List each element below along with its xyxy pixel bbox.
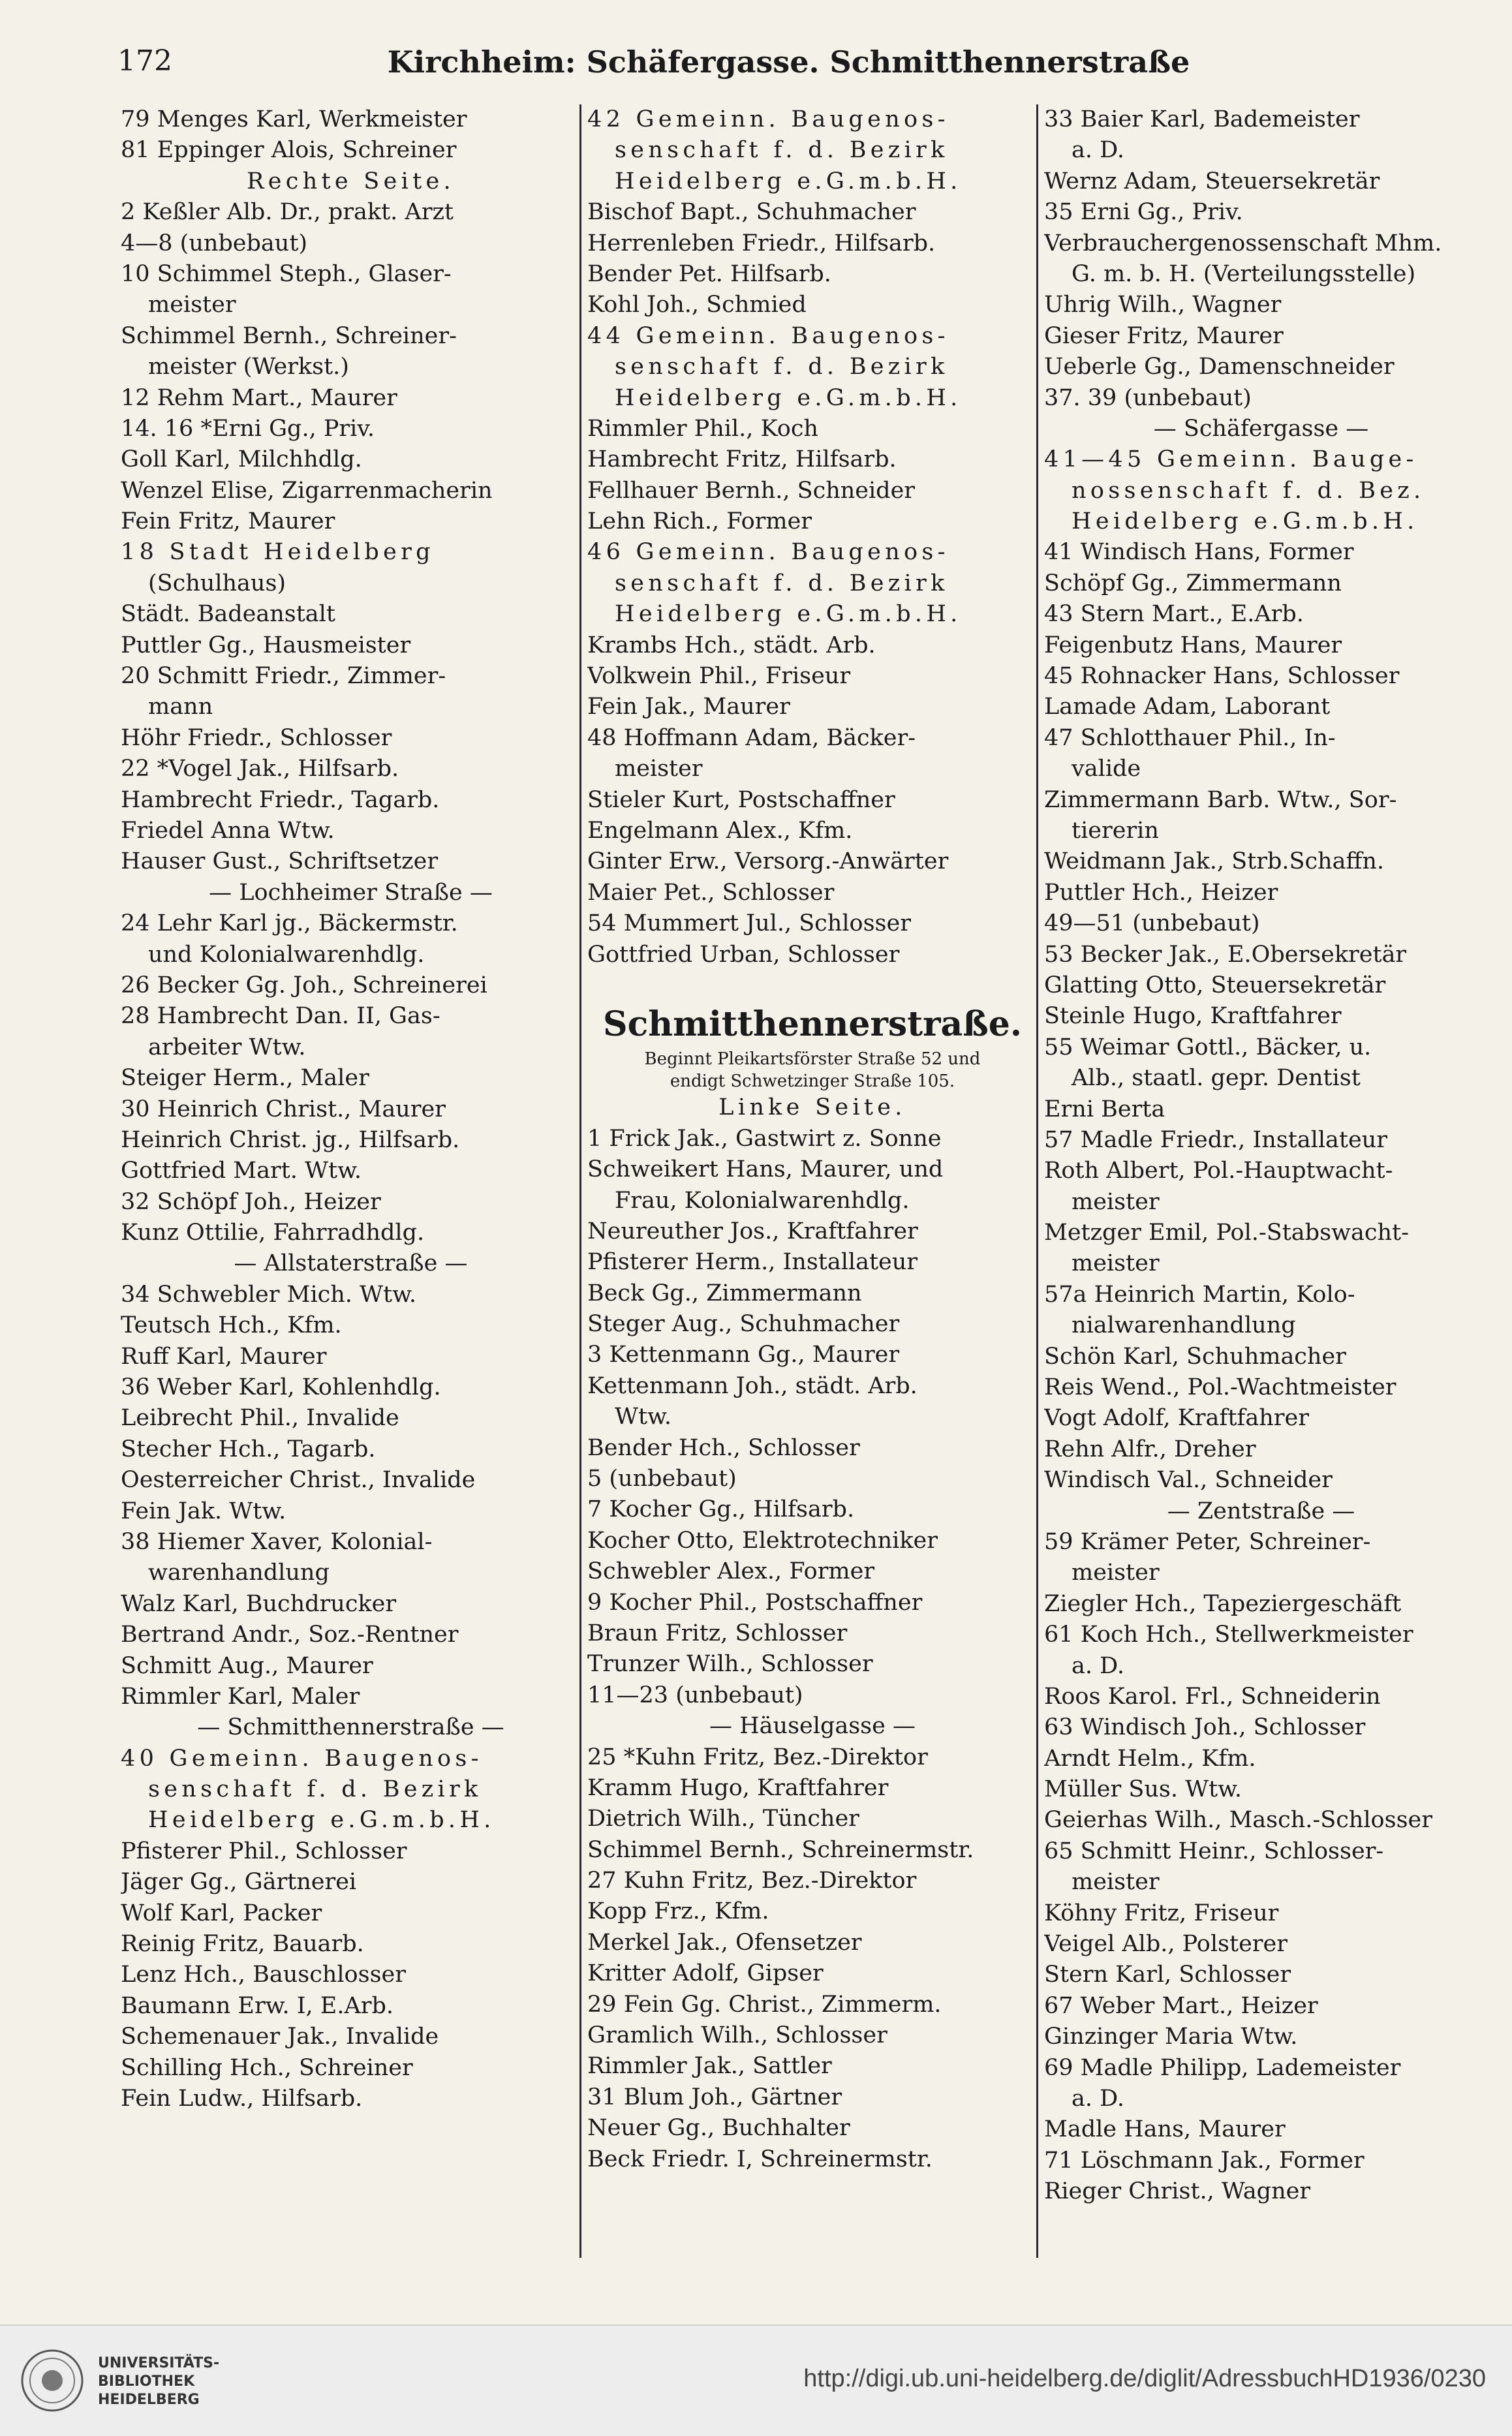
entry-line: 18 Stadt Heidelberg <box>121 539 435 566</box>
entry-line: 31 Blum Joh., Gärtner <box>587 2084 842 2110</box>
entry-line: Schemenauer Jak., Invalide <box>121 2024 439 2050</box>
entry-line: 11—23 (unbebaut) <box>587 1682 803 1708</box>
entry-line: Verbrauchergenossenschaft Mhm. <box>1044 230 1442 256</box>
entry-line: Steiger Herm., Maler <box>121 1065 369 1092</box>
entry-line: Beck Gg., Zimmermann <box>587 1280 862 1306</box>
entry-line: Alb., staatl. gepr. Dentist <box>1072 1065 1361 1092</box>
library-name: UNIVERSITÄTS- BIBLIOTHEK HEIDELBERG <box>98 2355 220 2408</box>
entry-line: senschaft f. d. Bezirk <box>148 1776 482 1803</box>
entry-line: Höhr Friedr., Schlosser <box>121 724 392 751</box>
entry-line: a. D. <box>1072 1652 1125 1679</box>
entry-line: Wernz Adam, Steuersekretär <box>1044 168 1380 194</box>
entry-line: G. m. b. H. (Verteilungsstelle) <box>1072 260 1416 287</box>
entry-line: Baumann Erw. I, E.Arb. <box>121 1992 394 2019</box>
entry-line: 26 Becker Gg. Joh., Schreinerei <box>121 972 487 998</box>
entry-line: Oesterreicher Christ., Invalide <box>121 1467 476 1494</box>
entry-line: Arndt Helm., Kfm. <box>1044 1745 1256 1772</box>
column-middle <box>587 104 1038 2175</box>
entry-line: Kohl Joh., Schmied <box>587 292 807 318</box>
entry-line: Linke Seite. <box>718 1094 906 1121</box>
source-url-link[interactable]: http://digi.ub.uni-heidelberg.de/diglit/AdressbuchHD1936/0230 <box>803 2365 1486 2392</box>
entry-line: 69 Madle Philipp, Lademeister <box>1044 2054 1401 2081</box>
column-right <box>1044 104 1478 2208</box>
entry-line: Walz Karl, Buchdrucker <box>121 1590 397 1617</box>
page-header <box>117 39 1460 85</box>
entry-line: Rehn Alfr., Dreher <box>1044 1436 1256 1462</box>
entry-line: Windisch Val., Schneider <box>1044 1467 1333 1494</box>
entry-line: 44 Gemeinn. Baugenos- <box>587 322 949 349</box>
entry-line: Zimmermann Barb. Wtw., Sor- <box>1044 786 1397 813</box>
entry-line: 45 Rohnacker Hans, Schlosser <box>1044 663 1400 690</box>
entry-line: valide <box>1072 756 1141 782</box>
entry-line: 41 Windisch Hans, Former <box>1044 539 1354 566</box>
entry-line: 30 Heinrich Christ., Maurer <box>121 1096 446 1122</box>
entry-line: Wtw. <box>615 1404 671 1430</box>
entry-line: Friedel Anna Wtw. <box>121 817 335 844</box>
entry-line: Geierhas Wilh., Masch.-Schlosser <box>1044 1807 1432 1834</box>
entry-line: 1 Frick Jak., Gastwirt z. Sonne <box>587 1125 942 1152</box>
entry-line: — Schäfergasse — <box>1153 415 1369 442</box>
entry-line: Trunzer Wilh., Schlosser <box>587 1651 873 1678</box>
entry-line: 55 Weimar Gottl., Bäcker, u. <box>1044 1034 1372 1060</box>
entry-line: Kritter Adolf, Gipser <box>587 1960 824 1987</box>
entry-line: Fein Ludw., Hilfsarb. <box>121 2086 363 2112</box>
entry-line: Köhny Fritz, Friseur <box>1044 1900 1279 1926</box>
entry-line: Pfisterer Herm., Installateur <box>587 1249 918 1276</box>
entry-line: meister <box>1072 1188 1160 1215</box>
entry-line: Volkwein Phil., Friseur <box>587 663 851 690</box>
entry-line: 20 Schmitt Friedr., Zimmer- <box>121 663 446 690</box>
entry-line: 7 Kocher Gg., Hilfsarb. <box>587 1496 855 1523</box>
entry-line: Rimmler Jak., Sattler <box>587 2053 832 2080</box>
entry-line: Beginnt Pleikartsförster Straße 52 und <box>644 1049 981 1070</box>
entry-line: 65 Schmitt Heinr., Schlosser- <box>1044 1838 1384 1864</box>
entry-line: Uhrig Wilh., Wagner <box>1044 292 1282 318</box>
entry-line: Frau, Kolonialwarenhdlg. <box>615 1187 910 1214</box>
entry-line: 40 Gemeinn. Baugenos- <box>121 1745 483 1772</box>
entry-line: Rimmler Phil., Koch <box>587 415 818 442</box>
entry-line: Heinrich Christ. jg., Hilfsarb. <box>121 1126 460 1153</box>
entry-line: 79 Menges Karl, Werkmeister <box>121 106 467 132</box>
entry-line: 9 Kocher Phil., Postschaffner <box>587 1589 923 1616</box>
entry-line: 59 Krämer Peter, Schreiner- <box>1044 1528 1371 1555</box>
entry-line: Schön Karl, Schuhmacher <box>1044 1343 1346 1370</box>
entry-line: Steger Aug., Schuhmacher <box>587 1311 900 1338</box>
entry-line: Kunz Ottilie, Fahrradhdlg. <box>121 1220 425 1246</box>
entry-line: 53 Becker Jak., E.Obersekretär <box>1044 941 1407 968</box>
entry-line: Roth Albert, Pol.-Hauptwacht- <box>1044 1158 1393 1184</box>
entry-line: meister <box>1072 1250 1160 1277</box>
entry-line: 24 Lehr Karl jg., Bäckermstr. <box>121 910 458 937</box>
entry-line: — Schmitthennerstraße — <box>197 1714 504 1741</box>
entry-line: Feigenbutz Hans, Maurer <box>1044 632 1342 658</box>
entry-line: meister <box>1072 1560 1160 1586</box>
column-divider <box>1036 104 1038 2258</box>
entry-line: Krambs Hch., städt. Arb. <box>587 632 876 658</box>
entry-line: Leibrecht Phil., Invalide <box>121 1405 399 1432</box>
entry-line: Stern Karl, Schlosser <box>1044 1962 1291 1988</box>
entry-line: Heidelberg e.G.m.b.H. <box>148 1807 495 1834</box>
entry-line: und Kolonialwarenhdlg. <box>148 941 425 968</box>
entry-line: 54 Mummert Jul., Schlosser <box>587 910 911 937</box>
entry-line: 48 Hoffmann Adam, Bäcker- <box>587 724 916 751</box>
entry-line: Heidelberg e.G.m.b.H. <box>615 601 962 628</box>
entry-line: 43 Stern Mart., E.Arb. <box>1044 601 1304 628</box>
entry-line: Müller Sus. Wtw. <box>1044 1776 1242 1803</box>
entry-line: Rieger Christ., Wagner <box>1044 2178 1311 2205</box>
entry-line <box>587 970 1038 1001</box>
entry-line: 32 Schöpf Joh., Heizer <box>121 1188 381 1215</box>
entry-line: arbeiter Wtw. <box>148 1034 306 1060</box>
entry-line: Gramlich Wilh., Schlosser <box>587 2022 887 2049</box>
entry-line: Hambrecht Fritz, Hilfsarb. <box>587 446 897 473</box>
entry-line: Neureuther Jos., Kraftfahrer <box>587 1218 918 1244</box>
entry-line: Veigel Alb., Polsterer <box>1044 1931 1288 1958</box>
entry-line: 29 Fein Gg. Christ., Zimmerm. <box>587 1991 942 2018</box>
entry-line: (Schulhaus) <box>148 570 286 596</box>
entry-line: Schwebler Alex., Former <box>587 1558 875 1585</box>
entry-line: 14. 16 *Erni Gg., Priv. <box>121 415 375 442</box>
entry-line: Madle Hans, Maurer <box>1044 2116 1286 2143</box>
entry-line: Schilling Hch., Schreiner <box>121 2054 413 2081</box>
entry-line: Gieser Fritz, Maurer <box>1044 322 1284 349</box>
entry-line: Herrenleben Friedr., Hilfsarb. <box>587 230 936 256</box>
entry-line: Lenz Hch., Bauschlosser <box>121 1962 406 1988</box>
entry-line: Ueberle Gg., Damenschneider <box>1044 354 1395 380</box>
entry-line: 61 Koch Hch., Stellwerkmeister <box>1044 1622 1413 1648</box>
entry-line: — Häuselgasse — <box>709 1713 916 1740</box>
entry-line: 10 Schimmel Steph., Glaser- <box>121 260 452 287</box>
entry-line: 12 Rehm Mart., Maurer <box>121 384 397 411</box>
entry-line: senschaft f. d. Bezirk <box>615 570 949 596</box>
entry-line: 25 *Kuhn Fritz, Bez.-Direktor <box>587 1744 928 1770</box>
library-footer <box>0 2324 1512 2436</box>
entry-line: — Lochheimer Straße — <box>209 879 493 906</box>
entry-line: 3 Kettenmann Gg., Maurer <box>587 1342 900 1368</box>
entry-line: 33 Baier Karl, Bademeister <box>1044 106 1360 132</box>
entry-line: 28 Hambrecht Dan. II, Gas- <box>121 1003 440 1030</box>
entry-line: tiererin <box>1072 817 1159 844</box>
entry-line: Wolf Karl, Packer <box>121 1900 322 1926</box>
entry-line: Maier Pet., Schlosser <box>587 879 835 906</box>
entry-line: Kramm Hugo, Kraftfahrer <box>587 1774 889 1801</box>
entry-line: Wenzel Elise, Zigarrenmacherin <box>121 477 493 504</box>
entry-line: 49—51 (unbebaut) <box>1044 910 1260 937</box>
entry-line: Heidelberg e.G.m.b.H. <box>615 384 962 411</box>
entry-line: 22 *Vogel Jak., Hilfsarb. <box>121 756 399 782</box>
library-seal-icon <box>20 2348 85 2413</box>
entry-line: 2 Keßler Alb. Dr., prakt. Arzt <box>121 199 454 226</box>
entry-line: Fellhauer Bernh., Schneider <box>587 477 916 504</box>
entry-line: 27 Kuhn Fritz, Bez.-Direktor <box>587 1868 917 1894</box>
entry-line: — Allstaterstraße — <box>234 1250 468 1277</box>
entry-line: Puttler Hch., Heizer <box>1044 879 1278 906</box>
entry-line: Dietrich Wilh., Tüncher <box>587 1806 859 1832</box>
entry-line: 34 Schwebler Mich. Wtw. <box>121 1281 417 1308</box>
entry-line: Hauser Gust., Schriftsetzer <box>121 848 439 875</box>
entry-line: Rimmler Karl, Maler <box>121 1683 360 1710</box>
entry-line: Schmitthennerstraße. <box>603 1004 1022 1045</box>
entry-line: Engelmann Alex., Kfm. <box>587 817 853 844</box>
entry-line: 41—45 Gemeinn. Bauge- <box>1044 446 1418 473</box>
page-number: 172 <box>117 44 172 78</box>
entry-line: Stecher Hch., Tagarb. <box>121 1436 376 1462</box>
entry-line: Schöpf Gg., Zimmermann <box>1044 570 1342 596</box>
entry-line: Heidelberg e.G.m.b.H. <box>615 168 962 194</box>
entry-line: Schmitt Aug., Maurer <box>121 1652 373 1679</box>
entry-line: senschaft f. d. Bezirk <box>615 354 949 380</box>
entry-line: 37. 39 (unbebaut) <box>1044 384 1252 411</box>
entry-line: Beck Friedr. I, Schreinermstr. <box>587 2146 933 2172</box>
entry-line: meister (Werkst.) <box>148 354 349 380</box>
entry-line: Fein Jak., Maurer <box>587 694 790 720</box>
entry-line: 46 Gemeinn. Baugenos- <box>587 539 949 566</box>
entry-line: Ginter Erw., Versorg.-Anwärter <box>587 848 949 875</box>
entry-line: meister <box>1072 1869 1160 1896</box>
entry-line: 71 Löschmann Jak., Former <box>1044 2147 1365 2174</box>
entry-line: Bender Hch., Schlosser <box>587 1434 860 1461</box>
entry-line: meister <box>615 756 703 782</box>
entry-line: Fein Jak. Wtw. <box>121 1498 286 1524</box>
entry-line: Rechte Seite. <box>247 168 455 194</box>
entry-line: Erni Berta <box>1044 1096 1165 1122</box>
entry-line: 5 (unbebaut) <box>587 1466 737 1492</box>
entry-line: Schimmel Bernh., Schreinermstr. <box>587 1836 974 1863</box>
entry-line: 47 Schlotthauer Phil., In- <box>1044 724 1336 751</box>
entry-line: Steinle Hugo, Kraftfahrer <box>1044 1003 1342 1030</box>
entry-line: Neuer Gg., Buchhalter <box>587 2115 850 2142</box>
entry-line: 42 Gemeinn. Baugenos- <box>587 106 949 132</box>
entry-line: Fein Fritz, Maurer <box>121 508 335 535</box>
entry-line: nialwarenhandlung <box>1072 1312 1296 1339</box>
entry-line: Bender Pet. Hilfsarb. <box>587 260 831 287</box>
entry-line: Gottfried Mart. Wtw. <box>121 1158 362 1184</box>
entry-line: — Zentstraße — <box>1167 1498 1355 1524</box>
entry-line: 57 Madle Friedr., Installateur <box>1044 1126 1387 1153</box>
entry-line: nossenschaft f. d. Bez. <box>1072 477 1425 504</box>
entry-line: Weidmann Jak., Strb.Schaffn. <box>1044 848 1385 875</box>
entry-line: 38 Hiemer Xaver, Kolonial- <box>121 1528 433 1555</box>
entry-line: Schweikert Hans, Maurer, und <box>587 1156 944 1183</box>
entry-line: Gottfried Urban, Schlosser <box>587 941 900 968</box>
entry-line: endigt Schwetzinger Straße 105. <box>670 1072 955 1092</box>
entry-line: Kopp Frz., Kfm. <box>587 1898 769 1925</box>
running-title: Kirchheim: Schäfergasse. Schmitthennerstraße <box>387 44 1190 80</box>
entry-line: Teutsch Hch., Kfm. <box>121 1312 342 1339</box>
entry-line: Bertrand Andr., Soz.-Rentner <box>121 1622 459 1648</box>
entry-line: Glatting Otto, Steuersekretär <box>1044 972 1386 998</box>
entry-line: Pfisterer Phil., Schlosser <box>121 1838 407 1864</box>
entry-line: a. D. <box>1072 137 1125 164</box>
entry-line: Kettenmann Joh., städt. Arb. <box>587 1372 918 1399</box>
entry-line: 63 Windisch Joh., Schlosser <box>1044 1714 1366 1741</box>
entry-line: Braun Fritz, Schlosser <box>587 1620 848 1646</box>
entry-line: Heidelberg e.G.m.b.H. <box>1072 508 1419 535</box>
entry-line: a. D. <box>1072 2086 1125 2112</box>
entry-line: Lehn Rich., Former <box>587 508 812 535</box>
entry-line: 67 Weber Mart., Heizer <box>1044 1992 1318 2019</box>
entry-line: Städt. Badeanstalt <box>121 601 335 628</box>
entry-line: Kocher Otto, Elektrotechniker <box>587 1527 938 1554</box>
entry-line: Ginzinger Maria Wtw. <box>1044 2024 1298 2050</box>
entry-line: meister <box>148 292 236 318</box>
entry-line: Stieler Kurt, Postschaffner <box>587 786 895 813</box>
entry-line: Reinig Fritz, Bauarb. <box>121 1931 364 1958</box>
column-left <box>121 104 581 2114</box>
entry-line: Bischof Bapt., Schuhmacher <box>587 199 916 226</box>
entry-line: 4—8 (unbebaut) <box>121 230 308 256</box>
entry-line: Goll Karl, Milchhdlg. <box>121 446 362 473</box>
entry-line: 81 Eppinger Alois, Schreiner <box>121 137 457 164</box>
entry-line: Metzger Emil, Pol.-Stabswacht- <box>1044 1220 1409 1246</box>
entry-line: Schimmel Bernh., Schreiner- <box>121 322 457 349</box>
column-divider <box>579 104 581 2258</box>
entry-line: Reis Wend., Pol.-Wachtmeister <box>1044 1374 1396 1401</box>
entry-line: Roos Karol. Frl., Schneiderin <box>1044 1683 1381 1710</box>
entry-line: warenhandlung <box>148 1560 330 1586</box>
entry-line: Ruff Karl, Maurer <box>121 1343 327 1370</box>
entry-line: Ziegler Hch., Tapeziergeschäft <box>1044 1590 1402 1617</box>
entry-line: Puttler Gg., Hausmeister <box>121 632 411 658</box>
entry-line: Merkel Jak., Ofensetzer <box>587 1929 862 1956</box>
entry-line: senschaft f. d. Bezirk <box>615 137 949 164</box>
entry-line: Vogt Adolf, Kraftfahrer <box>1044 1405 1309 1432</box>
entry-line: mann <box>148 694 213 720</box>
entry-line: 35 Erni Gg., Priv. <box>1044 199 1243 226</box>
entry-line: 57a Heinrich Martin, Kolo- <box>1044 1281 1355 1308</box>
entry-line: Jäger Gg., Gärtnerei <box>121 1869 357 1896</box>
entry-line: Hambrecht Friedr., Tagarb. <box>121 786 440 813</box>
entry-line: Lamade Adam, Laborant <box>1044 694 1331 720</box>
entry-line: 36 Weber Karl, Kohlenhdlg. <box>121 1374 441 1401</box>
